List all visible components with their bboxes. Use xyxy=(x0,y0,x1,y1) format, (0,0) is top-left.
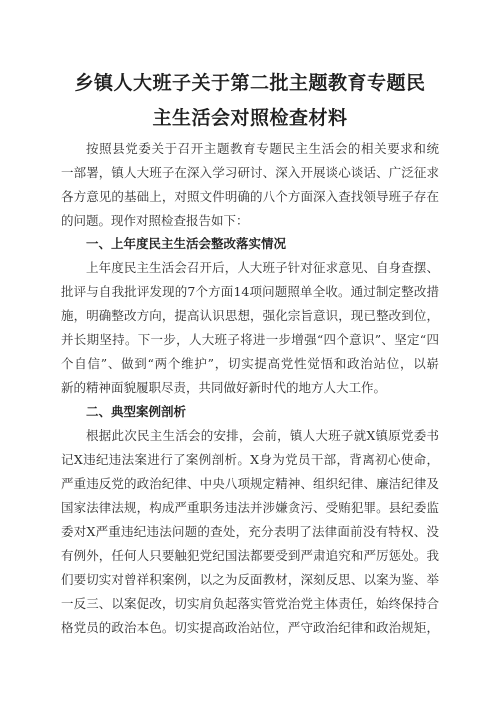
section-2-line: 有例外，任何人只要触犯党纪国法都要受到严肃追究和严厉惩处。我 xyxy=(61,548,439,563)
section-1-line: 上年度民主生活会召开后，人大班子针对征求意见、自身查摆、 xyxy=(86,260,439,275)
intro-line: 的问题。现作对照检查报告如下： xyxy=(61,213,249,228)
section-2-line: 委对X严重违纪违法问题的查处，充分表明了法律面前没有特权、没 xyxy=(61,524,439,539)
section-1-line: 并长期坚持。下一步，人大班子将进一步增强“四个意识”、坚定“四 xyxy=(61,332,439,347)
section-2-line: 根据此次民主生活会的安排，会前，镇人大班子就X镇原党委书 xyxy=(86,428,439,443)
document-title-line-1: 乡镇人大班子关于第二批主题教育专题民 xyxy=(74,72,426,94)
section-1-line: 批评与自我批评发现的7个方面14项问题照单全收。通过制定整改措 xyxy=(61,284,439,299)
document-title-line-2: 主生活会对照检查材料 xyxy=(152,107,348,129)
intro-line: 按照县党委关于召开主题教育专题民主生活会的相关要求和统 xyxy=(86,141,439,156)
section-2-line: 们要切实对曾祥积案例，以之为反面教材，深刻反思、以案为鉴、举 xyxy=(61,572,439,587)
section-1-heading: 一、上年度民主生活会整改落实情况 xyxy=(86,236,287,251)
section-2-heading: 二、典型案例剖析 xyxy=(86,404,187,419)
section-2-line: 记X违纪违法案进行了案例剖析。X身为党员干部，背离初心使命， xyxy=(61,452,439,467)
section-1-line: 施，明确整改方向，提高认识思想，强化宗旨意识，现已整改到位， xyxy=(61,308,439,323)
intro-line: 各方意见的基础上，对照文件明确的八个方面深入查找领导班子存在 xyxy=(61,189,439,204)
section-2-line: 一反三、以案促改，切实肩负起落实管党治党主体责任，始终保持合 xyxy=(61,596,439,611)
section-1-line: 新的精神面貌履职尽责，共同做好新时代的地方人大工作。 xyxy=(61,380,387,395)
intro-line: 一部署，镇人大班子在深入学习研讨、深入开展谈心谈话、广泛征求 xyxy=(61,165,439,180)
section-1-line: 个自信”、做到“两个维护”，切实提高党性觉悟和政治站位，以崭 xyxy=(61,356,439,371)
section-2-line: 严重违反党的政治纪律、中央八项规定精神、组织纪律、廉洁纪律及 xyxy=(61,476,439,491)
section-2-line: 国家法律法规，构成严重职务违法并涉嫌贪污、受贿犯罪。县纪委监 xyxy=(61,500,439,515)
section-2-line: 格党员的政治本色。切实提高政治站位，严守政治纪律和政治规矩， xyxy=(61,620,439,635)
